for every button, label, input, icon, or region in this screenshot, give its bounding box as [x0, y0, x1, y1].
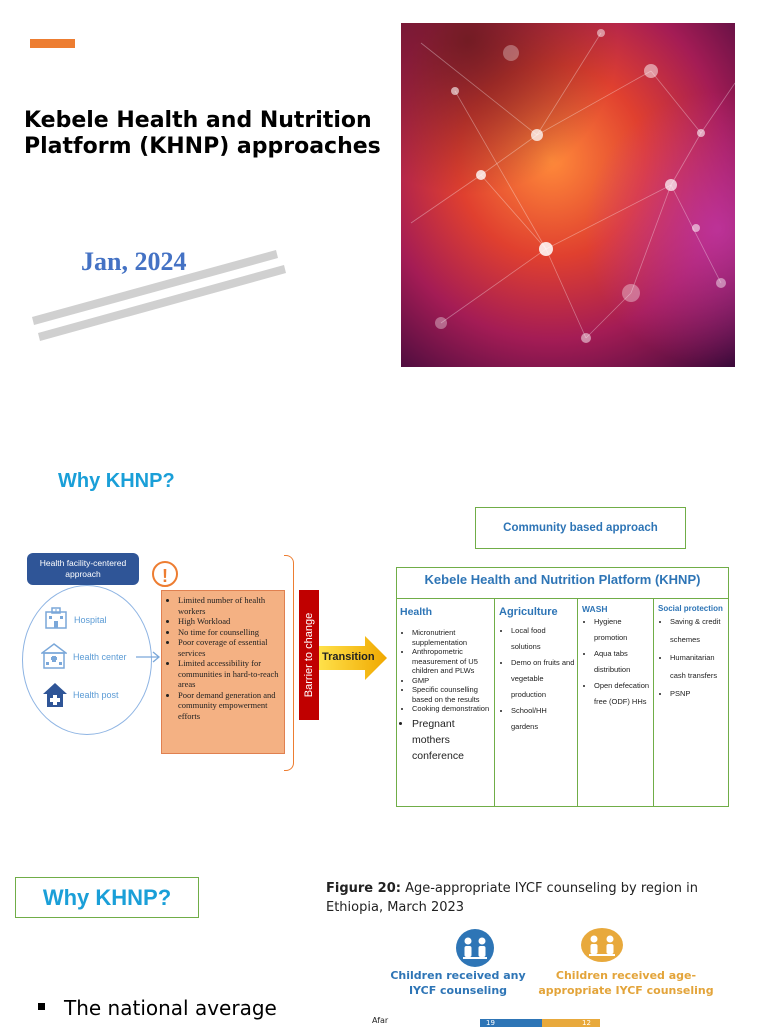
health-post-icon — [42, 682, 68, 708]
wash-item: • Hygiene promotion — [594, 614, 652, 646]
why-khnp-box — [15, 877, 199, 918]
khnp-title-divider — [396, 598, 729, 599]
wash-item: • Aqua tabs distribution — [594, 646, 652, 678]
facility-health-post: Health post — [73, 690, 119, 700]
warning-icon: ! — [152, 561, 178, 587]
wash-item: • Open defecation free (ODF) HHs — [594, 678, 652, 710]
health-item: • Specific counselling based on the results — [412, 685, 492, 704]
agriculture-item: • Local food solutions — [511, 623, 575, 655]
title-accent-bar — [30, 39, 75, 48]
social-protection-item: • Humanitarian cash transfers — [670, 649, 728, 685]
barrier-item: • Limited number of health workers — [178, 595, 280, 616]
barrier-item: • Poor demand generation and community empowerment efforts — [178, 690, 280, 722]
agriculture-item: • Demo on fruits and vegetable production — [511, 655, 575, 703]
barrier-item: • Poor coverage of essential services — [178, 637, 280, 658]
column-agriculture-heading: Agriculture — [499, 606, 558, 618]
social-protection-item: • Saving & credit schemes — [670, 613, 728, 649]
bar-age-appropriate — [542, 1019, 600, 1027]
health-item: • Cooking demonstration — [412, 704, 492, 714]
health-item: • GMP — [412, 676, 492, 686]
why-khnp-heading: Why KHNP? — [58, 470, 175, 492]
column-wash — [582, 604, 652, 710]
column-social-protection-heading: Social protection — [658, 604, 723, 613]
why-khnp-heading-2: Why KHNP? — [42, 884, 172, 910]
counseling-age-appropriate-icon — [581, 928, 623, 962]
legend-any-counseling: Children received any IYCF counseling — [390, 969, 526, 997]
health-center-icon — [41, 643, 67, 669]
figure-caption — [326, 879, 736, 917]
bar-any-value: 19 — [486, 1019, 495, 1027]
health-item: • Anthropometric measurement of U5 children and PLWs — [412, 647, 492, 676]
barrier-to-change-text: Barrier to change — [303, 612, 316, 698]
barrier-bracket — [284, 555, 294, 771]
region-label: Afar — [372, 1016, 389, 1025]
column-agriculture — [499, 606, 575, 735]
legend-age-appropriate-counseling: Children received age-appropriate IYCF counseling — [538, 969, 714, 997]
column-health — [400, 606, 492, 764]
figure-caption-text: Age-appropriate IYCF counseling by region in Ethiopia, March 2023 — [326, 881, 698, 915]
facility-health-center: Health center — [73, 652, 127, 662]
health-facility-approach-badge — [27, 553, 139, 585]
network-background-image — [401, 23, 735, 367]
bar-any-counseling — [480, 1019, 542, 1027]
bullet-text: The national average — [64, 996, 277, 1020]
arrow-right-icon — [136, 650, 164, 664]
bar-age-value: 12 — [582, 1019, 591, 1027]
bullet-marker — [38, 1003, 45, 1010]
barriers-box — [161, 590, 285, 754]
community-approach-box — [475, 507, 686, 549]
figure-caption-label: Figure 20: — [326, 881, 401, 896]
health-item: • Micronutrient supplementation — [412, 628, 492, 647]
column-health-heading: Health — [400, 606, 433, 618]
barrier-item: • Limited accessibility for communities in hard-to-reach areas — [178, 658, 280, 690]
column-divider — [494, 598, 495, 807]
health-item: • Pregnant mothers conference — [412, 716, 492, 764]
column-wash-heading: WASH — [582, 604, 608, 614]
barrier-item: • High Workload — [178, 616, 280, 627]
community-approach-label: Community based approach — [503, 522, 658, 534]
facility-hospital: Hospital — [74, 615, 107, 625]
khnp-table-title: Kebele Health and Nutrition Platform (KHNP) — [424, 572, 701, 587]
slide-title: Kebele Health and Nutrition Platform (KHNP) approaches — [24, 108, 381, 159]
counseling-any-icon — [455, 928, 495, 968]
column-divider — [653, 598, 654, 807]
agriculture-item: • School/HH gardens — [511, 703, 575, 735]
hospital-icon — [44, 607, 68, 629]
column-social-protection — [658, 604, 728, 703]
column-divider — [577, 598, 578, 807]
health-facility-approach-label: Health facility-centered approach — [39, 558, 127, 579]
presentation-date: Jan, 2024 — [81, 247, 187, 276]
barrier-to-change-label — [299, 590, 319, 720]
transition-label: Transition — [322, 651, 375, 663]
social-protection-item: • PSNP — [670, 685, 728, 703]
barrier-item: • No time for counselling — [178, 627, 280, 638]
